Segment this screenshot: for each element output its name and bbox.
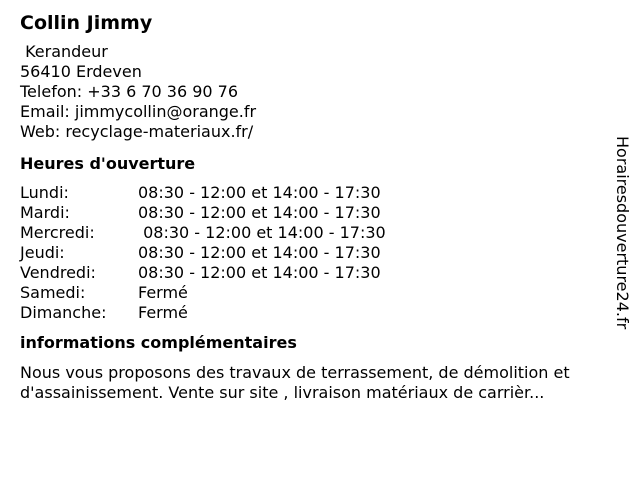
- day-label: Dimanche:: [20, 303, 107, 322]
- time-value: 08:30 - 12:00 et 14:00 - 17:30: [138, 243, 381, 262]
- watermark-text: Horairesdouverture24.fr: [613, 136, 632, 330]
- info-text: Nous vous proposons des travaux de terrassement, de démolition et d'assainissement. Vente sur site , livraison matériaux de carrièr...: [20, 363, 570, 402]
- day-label: Mercredi:: [20, 223, 95, 242]
- day-label: Mardi:: [20, 203, 70, 222]
- email-line: Email: jimmycollin@orange.fr: [20, 102, 257, 121]
- hours-title: Heures d'ouverture: [20, 154, 196, 173]
- time-value: 08:30 - 12:00 et 14:00 - 17:30: [138, 263, 381, 282]
- day-label: Vendredi:: [20, 263, 96, 282]
- time-value: 08:30 - 12:00 et 14:00 - 17:30: [138, 223, 386, 242]
- business-name: Collin Jimmy: [20, 12, 153, 34]
- web-line: Web: recyclage-materiaux.fr/: [20, 122, 254, 141]
- info-title: informations complémentaires: [20, 333, 297, 352]
- site-watermark: [612, 136, 634, 348]
- street-address: Kerandeur: [20, 42, 108, 61]
- hours-row-jeudi: [20, 243, 610, 263]
- phone-line: Telefon: +33 6 70 36 90 76: [20, 82, 239, 101]
- hours-table: [20, 183, 610, 323]
- day-label: Jeudi:: [20, 243, 65, 262]
- time-value: Fermé: [138, 303, 188, 322]
- hours-row-samedi: [20, 283, 610, 303]
- business-card: [20, 0, 610, 403]
- time-value: Fermé: [138, 283, 188, 302]
- day-label: Lundi:: [20, 183, 69, 202]
- hours-row-vendredi: [20, 263, 610, 283]
- hours-row-mercredi: [20, 223, 610, 243]
- hours-row-dimanche: [20, 303, 610, 323]
- time-value: 08:30 - 12:00 et 14:00 - 17:30: [138, 203, 381, 222]
- time-value: 08:30 - 12:00 et 14:00 - 17:30: [138, 183, 381, 202]
- hours-row-lundi: [20, 183, 610, 203]
- address-block: [20, 42, 610, 142]
- city-address: 56410 Erdeven: [20, 62, 142, 81]
- hours-row-mardi: [20, 203, 610, 223]
- day-label: Samedi:: [20, 283, 86, 302]
